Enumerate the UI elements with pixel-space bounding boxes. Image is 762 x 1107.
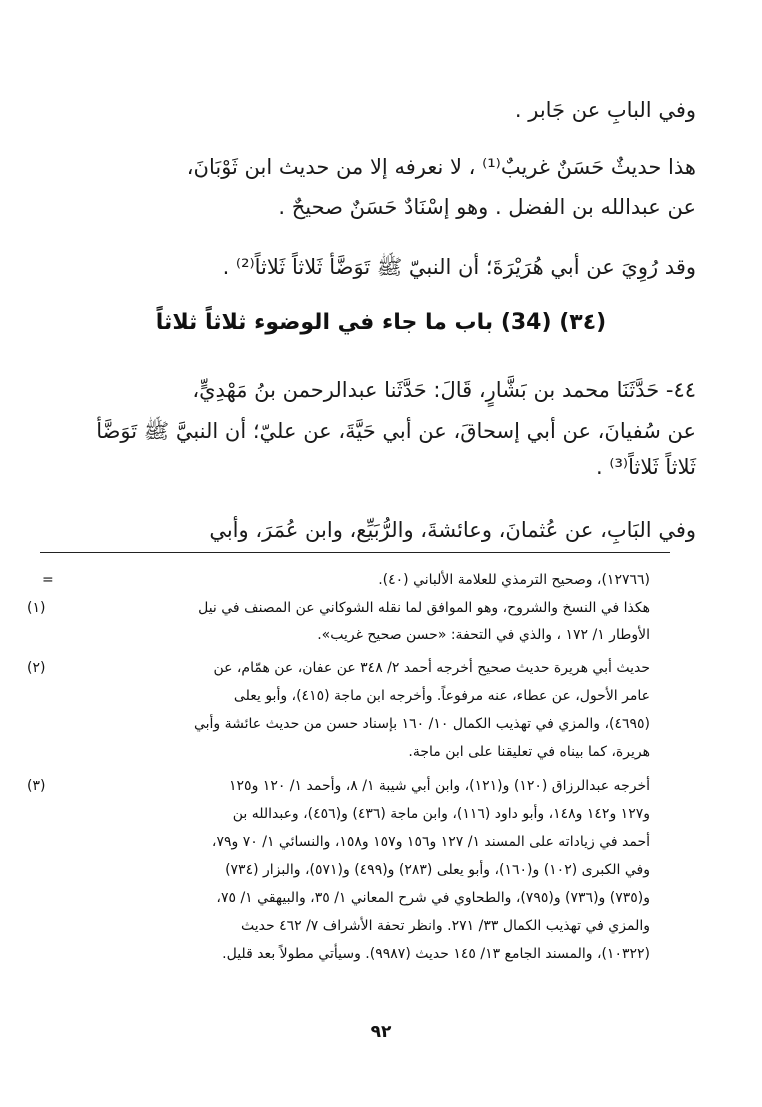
- footnote-2-line-4: هريرة، كما بيناه في تعليقنا على ابن ماجة.: [408, 744, 650, 760]
- hadith-line-2: عن سُفيانَ، عن أبي إسحاقَ، عن أبي حَيَّةَ، عن عليّ؛ أن النبيَّ ﷺ تَوَضَّأ: [96, 419, 696, 443]
- text-line-2: هذا حديثٌ حَسَنٌ غريبٌ⁽¹⁾ ، لا نعرفه إلا من حديث ابن ثَوْبَانَ،: [186, 155, 696, 179]
- chapter-heading: (٣٤) (34) باب ما جاء في الوضوء ثلاثاً ثلاثاً: [155, 310, 607, 335]
- footnote-3-line-4: وفي الكبرى (١٠٢) و(١٦٠)، وأبو يعلى (٢٨٣) و(٤٩٩) و(٥٧١)، والبزار (٧٣٤): [225, 862, 650, 878]
- footnote-3-line-2: و١٢٧ و١٤٢ و١٤٨، وأبو داود (١١٦)، وابن ماجة (٤٣٦) و(٤٥٦)، وعبدالله بن: [232, 806, 650, 822]
- text-line-4: وقد رُوِيَ عن أبي هُرَيْرَةَ؛ أن النبيّ ﷺ تَوَضَّأ ثَلاثاً ثَلاثاً⁽²⁾ .: [222, 255, 696, 279]
- page-number: ٩٢: [370, 1022, 392, 1042]
- footnote-3-line-6: والمزي في تهذيب الكمال ٣٣/ ٢٧١. وانظر تحفة الأشراف ٧/ ٤٦٢ حديث: [240, 918, 650, 934]
- footnote-1-line-2: الأوطار ١/ ١٧٢ ، والذي في التحفة: «حسن صحيح غريب».: [317, 627, 650, 643]
- footnote-3-line-3: أحمد في زياداته على المسند ١/ ١٢٧ و١٥٦ و١٥٧ و١٥٨، والنسائي ١/ ٧٠ و٧٩،: [211, 834, 650, 850]
- text-line-1: وفي البابِ عن جَابر .: [514, 98, 696, 122]
- footnote-2-line-2: عامر الأحول، عن عطاء، عنه مرفوعاً. وأخرجه ابن ماجة (٤١٥)، وأبو يعلى: [233, 688, 650, 704]
- text-line-bab: وفي البَابِ، عن عُثمانَ، وعائشةَ، والرُّبَيِّع، وابن عُمَرَ، وأبي: [209, 518, 696, 542]
- footnote-3-line-1: أخرجه عبدالرزاق (١٢٠) و(١٢١)، وابن أبي شيبة ١/ ٨، وأحمد ١/ ١٢٠ و١٢٥: [229, 778, 650, 794]
- text-line-3: عن عبدالله بن الفضل . وهو إسْنَادٌ حَسَنٌ صحيحٌ .: [278, 195, 696, 219]
- continuation-mark: =: [42, 572, 54, 588]
- footnote-3-line-5: و(٧٣٥) و(٧٣٦) و(٧٩٥)، والطحاوي في شرح المعاني ١/ ٣٥، والبيهقي ١/ ٧٥،: [216, 890, 650, 906]
- footnote-1-line-1: هكذا في النسخ والشروح، وهو الموافق لما نقله الشوكاني عن المصنف في نيل: [198, 600, 650, 616]
- footnote-2-line-1: حديث أبي هريرة حديث صحيح أخرجه أحمد ٢/ ٣٤٨ عن عفان، عن همّام، عن: [213, 660, 650, 676]
- hadith-line-3: ثَلاثاً ثَلاثاً⁽³⁾ .: [595, 455, 696, 479]
- footnote-continuation: (١٢٧٦٦)، وصحيح الترمذي للعلامة الألباني (٤٠).: [378, 572, 650, 588]
- footnote-number-1: (١): [27, 600, 46, 616]
- hadith-line-1: ٤٤- حَدَّثَنَا محمد بن بَشَّارٍ، قَالَ: حَدَّثَنا عبدالرحمن بنُ مَهْدِيٍّ،: [192, 378, 696, 402]
- footnote-2-line-3: (٤٦٩٥)، والمزي في تهذيب الكمال ١٠/ ١٦٠ بإسناد حسن من حديث عائشة وأبي: [193, 716, 650, 732]
- footnote-number-2: (٢): [27, 660, 46, 676]
- footnote-divider: [40, 552, 670, 553]
- footnote-3-line-7: (١٠٣٢٢)، والمسند الجامع ١٣/ ١٤٥ حديث (٩٩٨٧). وسيأتي مطولاً بعد قليل.: [222, 946, 650, 962]
- footnote-number-3: (٣): [27, 778, 46, 794]
